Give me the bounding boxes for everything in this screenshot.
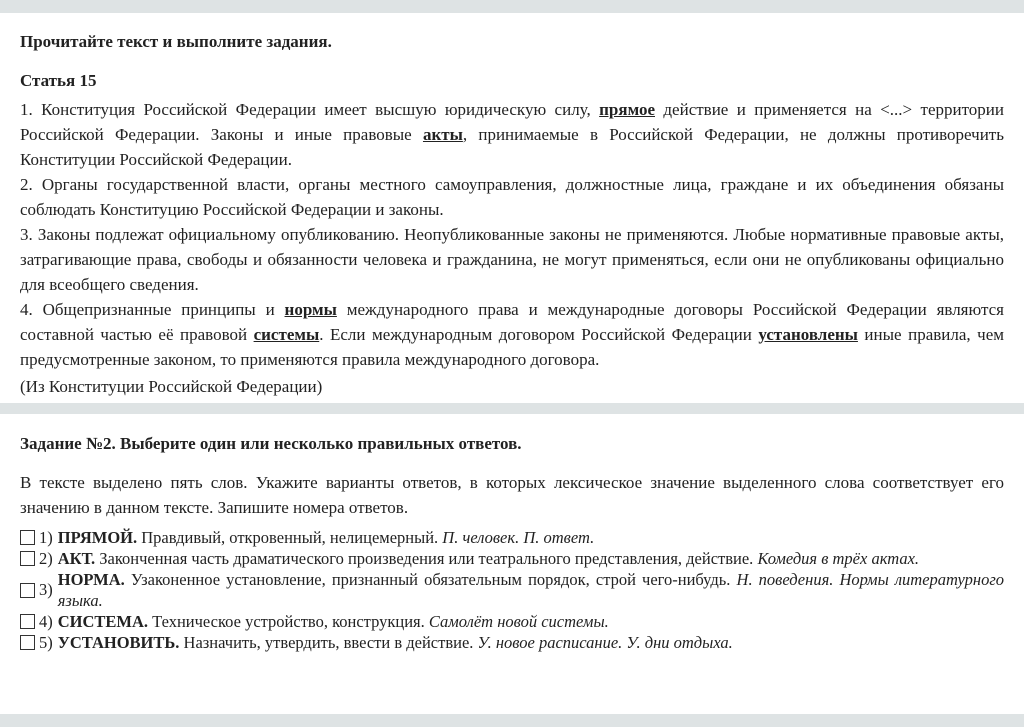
paragraph-text: 1. Конституция Российской Федерации имеет высшую юридическую силу, <box>20 100 600 119</box>
answer-option <box>20 569 1004 611</box>
reading-card <box>0 13 1024 403</box>
paragraph-text: , принимаемые в Российской Федерации, не должны противоречить Конституции Российской Федерации. <box>20 125 1004 169</box>
highlighted-word: прямое <box>599 100 655 119</box>
answer-option <box>20 548 1004 569</box>
option-definition: Назначить, утвердить, ввести в действие. <box>183 633 474 652</box>
task-card <box>0 414 1024 714</box>
option-checkbox[interactable] <box>20 635 35 650</box>
option-term: АКТ. <box>57 549 96 568</box>
option-example: У. новое расписание. У. дни отдыха. <box>477 633 733 652</box>
paragraph-text: иные правила, чем предусмотренные законом, то применяются правила международного договора. <box>20 325 1004 369</box>
option-definition: Правдивый, откровенный, нелицемерный. <box>141 528 439 547</box>
option-checkbox[interactable] <box>20 530 35 545</box>
highlighted-word: нормы <box>284 300 337 319</box>
option-checkbox[interactable] <box>20 551 35 566</box>
paragraph-text: 4. Общепризнанные принципы и <box>20 300 285 319</box>
highlighted-word: акты <box>422 125 463 144</box>
option-checkbox[interactable] <box>20 583 35 598</box>
answer-option <box>20 611 1004 632</box>
paragraph-text: международного права и международные договоры Российской Федерации являются составной частью её правовой <box>20 300 1004 344</box>
option-number: 2) <box>39 548 53 568</box>
option-example: Н. поведения. Нормы литературного языка. <box>57 570 1005 610</box>
option-text <box>58 527 1004 548</box>
reading-instruction: Прочитайте текст и выполните задания. <box>20 32 332 51</box>
option-text <box>58 632 1004 653</box>
article-title: Статья 15 <box>20 71 97 90</box>
article-paragraph <box>20 97 1004 172</box>
option-number: 4) <box>39 611 53 631</box>
option-number: 1) <box>39 527 53 547</box>
option-checkbox[interactable] <box>20 614 35 629</box>
paragraph-text: 3. Законы подлежат официальному опубликованию. Неопубликованные законы не применяются. Любые нормативные правовые акты, затрагивающие права, свободы и обязанности человека и гражданина, не могут применяться, если они не опубликованы официально для всеобщего сведения. <box>20 225 1004 294</box>
paragraph-text: 2. Органы государственной власти, органы местного самоуправления, должностные лица, граждане и их объединения обязаны соблюдать Конституцию Российской Федерации и законы. <box>20 175 1004 219</box>
article-paragraph <box>20 222 1004 297</box>
option-term: НОРМА. <box>57 570 125 589</box>
task-header: Задание №2. Выберите один или несколько правильных ответов. <box>20 434 522 453</box>
article-paragraph <box>20 297 1004 372</box>
option-text <box>58 548 1004 569</box>
quiz-page <box>0 13 1024 714</box>
article-paragraph <box>20 172 1004 222</box>
option-example: Самолёт новой системы. <box>428 612 609 631</box>
answer-option <box>20 632 1004 653</box>
option-definition: Законченная часть драматического произведения или театрального представления, действие. <box>99 549 754 568</box>
highlighted-word: системы <box>253 325 320 344</box>
option-definition: Узаконенное установление, признанный обязательным порядок, строй чего-нибудь. <box>130 570 731 589</box>
option-example: П. человек. П. ответ. <box>442 528 595 547</box>
option-term: СИСТЕМА. <box>57 612 149 631</box>
option-number: 3) <box>39 580 53 599</box>
answer-options-list <box>20 527 1004 653</box>
paragraph-text: действие и применяется на <...> территории Российской Федерации. Законы и иные правовые <box>20 100 1004 144</box>
option-text <box>58 611 1004 632</box>
highlighted-word: установлены <box>758 325 858 344</box>
paragraph-text: . Если международным договором Российской Федерации <box>319 325 759 344</box>
option-definition: Техническое устройство, конструкция. <box>152 612 425 631</box>
article-text <box>20 97 1004 372</box>
option-number: 5) <box>39 632 53 652</box>
option-text <box>58 569 1004 611</box>
option-term: ПРЯМОЙ. <box>57 528 138 547</box>
task-description: В тексте выделено пять слов. Укажите варианты ответов, в которых лексическое значение выделенного слова соответствует его значению в данном тексте. Запишите номера ответов. <box>20 473 1004 517</box>
answer-option <box>20 527 1004 548</box>
option-term: УСТАНОВИТЬ. <box>57 633 180 652</box>
option-example: Комедия в трёх актах. <box>757 549 920 568</box>
source-note: (Из Конституции Российской Федерации) <box>20 377 323 396</box>
